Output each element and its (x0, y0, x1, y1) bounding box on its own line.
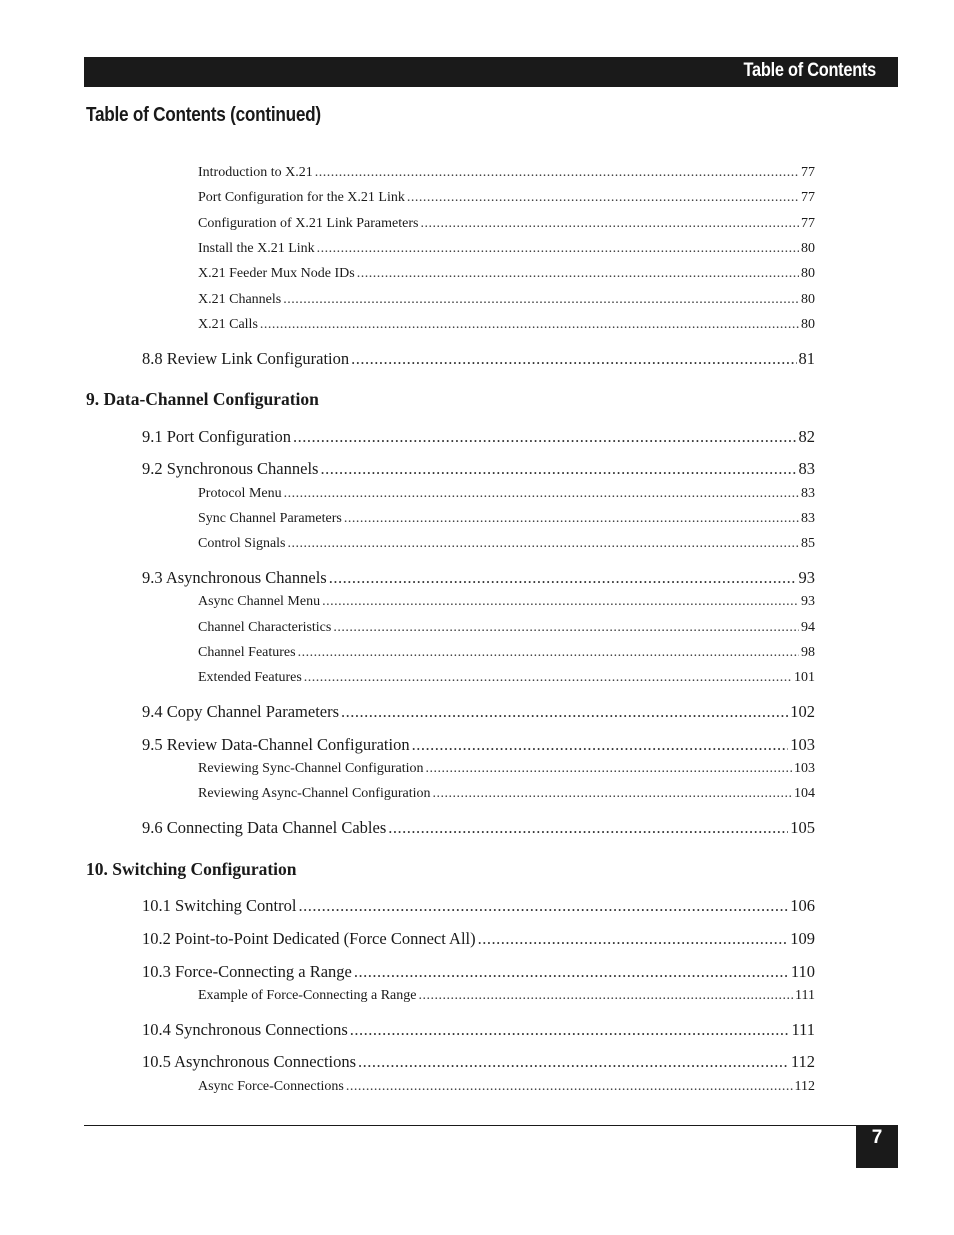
toc-entry-title: Channel Features (198, 645, 296, 660)
dot-leader (329, 568, 797, 588)
dot-leader (304, 670, 792, 686)
dot-leader (288, 536, 799, 552)
toc-entry-title: X.21 Feeder Mux Node IDs (198, 266, 355, 281)
page-title: Table of Contents (continued) (86, 104, 321, 126)
toc-entry[interactable] (198, 761, 815, 777)
toc-entry-title: Example of Force-Connecting a Range (198, 988, 417, 1003)
toc-entry[interactable] (198, 486, 815, 502)
toc-entry-title: 10.4 Synchronous Connections (142, 1020, 348, 1039)
dot-leader (315, 165, 799, 181)
toc-entry[interactable] (142, 427, 815, 447)
toc-entry[interactable] (198, 216, 815, 232)
dot-leader (346, 1079, 793, 1095)
toc-entry[interactable] (198, 786, 815, 802)
toc-entry[interactable] (198, 292, 815, 308)
toc-entry-page: 98 (801, 645, 815, 660)
toc-entry-title: X.21 Channels (198, 292, 282, 307)
header-bar (84, 57, 898, 87)
dot-leader (351, 349, 796, 369)
toc-entry-page: 80 (801, 266, 815, 281)
toc-entry-title: 10.3 Force-Connecting a Range (142, 962, 352, 981)
toc-entry[interactable] (198, 241, 815, 257)
toc-chapter-heading[interactable]: 9. Data-Channel Configuration (86, 389, 319, 409)
toc-entry-title: 9.4 Copy Channel Parameters (142, 702, 340, 721)
toc-entry[interactable] (142, 735, 815, 755)
toc-entry-page: 77 (801, 216, 815, 231)
toc-entry-title: Protocol Menu (198, 486, 282, 501)
dot-leader (260, 317, 799, 333)
toc-entry-page: 80 (801, 292, 815, 307)
toc-entry-page: 94 (801, 620, 815, 635)
toc-entry-page: 81 (798, 349, 815, 368)
toc-entry[interactable] (198, 1079, 815, 1095)
toc-entry-title: Reviewing Sync-Channel Configuration (198, 761, 424, 776)
toc-entry-page: 104 (794, 786, 815, 801)
toc-entry[interactable] (142, 702, 815, 722)
toc-entry-page: 111 (795, 988, 815, 1003)
toc-entry[interactable] (198, 670, 815, 686)
toc-entry-title: Introduction to X.21 (198, 165, 313, 180)
toc-entry[interactable] (198, 645, 815, 661)
toc-entry[interactable] (142, 929, 815, 949)
toc-entry-title: 9.3 Asynchronous Channels (142, 568, 327, 587)
toc-entry[interactable] (142, 1052, 815, 1072)
toc-entry[interactable] (142, 568, 815, 588)
toc-entry-title: Configuration of X.21 Link Parameters (198, 216, 419, 231)
toc-entry-title: 9.5 Review Data-Channel Configuration (142, 735, 410, 754)
dot-leader (354, 962, 789, 982)
toc-entry[interactable] (142, 896, 815, 916)
toc-entry-title: 8.8 Review Link Configuration (142, 349, 350, 368)
dot-leader (420, 216, 799, 232)
toc-entry-title: Async Channel Menu (198, 594, 321, 609)
toc-entry-page: 103 (794, 761, 815, 776)
dot-leader (426, 761, 792, 777)
toc-entry[interactable] (198, 165, 815, 181)
toc-entry-title: Control Signals (198, 536, 286, 551)
toc-entry-title: Port Configuration for the X.21 Link (198, 190, 405, 205)
dot-leader (284, 486, 799, 502)
toc-entry-page: 83 (801, 486, 815, 501)
toc-entry-page: 103 (790, 735, 815, 754)
toc-entry[interactable] (198, 988, 815, 1004)
dot-leader (293, 427, 797, 447)
toc-entry-page: 85 (801, 536, 815, 551)
footer-rule (84, 1125, 898, 1126)
toc-entry-title: Reviewing Async-Channel Configuration (198, 786, 431, 801)
toc-entry[interactable] (142, 818, 815, 838)
dot-leader (433, 786, 792, 802)
dot-leader (407, 190, 799, 206)
toc-entry-title: Install the X.21 Link (198, 241, 315, 256)
toc-entry-title: 10.5 Asynchronous Connections (142, 1052, 357, 1071)
toc-entry-page: 77 (801, 165, 815, 180)
toc-entry-title: 9.2 Synchronous Channels (142, 459, 319, 478)
dot-leader (333, 620, 799, 636)
dot-leader (298, 896, 788, 916)
dot-leader (322, 594, 799, 610)
dot-leader (478, 929, 789, 949)
toc-entry[interactable] (198, 536, 815, 552)
toc-entry-title: 10.1 Switching Control (142, 896, 297, 915)
toc-entry-page: 111 (791, 1020, 815, 1039)
page-number: 7 (856, 1125, 898, 1168)
toc-entry[interactable] (142, 962, 815, 982)
header-title: Table of Contents (743, 60, 876, 81)
toc-entry[interactable] (142, 349, 815, 369)
dot-leader (357, 266, 799, 282)
dot-leader (350, 1020, 790, 1040)
toc-entry-page: 83 (801, 511, 815, 526)
toc-entry-page: 83 (798, 459, 815, 478)
toc-entry[interactable] (198, 620, 815, 636)
toc-entry-page: 112 (790, 1052, 815, 1071)
toc-entry[interactable] (198, 317, 815, 333)
dot-leader (283, 292, 799, 308)
toc-entry[interactable] (198, 266, 815, 282)
dot-leader (298, 645, 799, 661)
dot-leader (320, 459, 796, 479)
toc-entry-title: Extended Features (198, 670, 302, 685)
toc-chapter-heading[interactable]: 10. Switching Configuration (86, 859, 297, 879)
toc-entry[interactable] (142, 459, 815, 479)
toc-entry-page: 109 (790, 929, 815, 948)
toc-entry[interactable] (198, 511, 815, 527)
toc-entry-page: 105 (790, 818, 815, 837)
toc-entry[interactable] (198, 190, 815, 206)
toc-entry-title: Sync Channel Parameters (198, 511, 342, 526)
toc-entry-page: 112 (794, 1079, 815, 1094)
toc-entry-page: 82 (798, 427, 815, 446)
toc-entry-title: Channel Characteristics (198, 620, 332, 635)
toc-entry-title: Async Force-Connections (198, 1079, 344, 1094)
dot-leader (388, 818, 788, 838)
toc-entry-title: 10.2 Point-to-Point Dedicated (Force Connect All) (142, 929, 476, 948)
toc-entry-page: 106 (790, 896, 815, 915)
dot-leader (341, 702, 788, 722)
toc-entry-page: 93 (798, 568, 815, 587)
dot-leader (418, 988, 793, 1004)
dot-leader (344, 511, 799, 527)
toc-entry-title: 9.6 Connecting Data Channel Cables (142, 818, 387, 837)
toc-entry[interactable] (142, 1020, 815, 1040)
toc-entry-title: 9.1 Port Configuration (142, 427, 291, 446)
toc-entry-page: 101 (794, 670, 815, 685)
toc-entry-page: 77 (801, 190, 815, 205)
dot-leader (317, 241, 799, 257)
toc-entry[interactable] (198, 594, 815, 610)
toc-entry-page: 80 (801, 317, 815, 332)
toc-entry-page: 80 (801, 241, 815, 256)
toc-entry-page: 102 (790, 702, 815, 721)
toc-entry-page: 110 (790, 962, 815, 981)
toc-entry-title: X.21 Calls (198, 317, 258, 332)
dot-leader (412, 735, 789, 755)
toc-entry-page: 93 (801, 594, 815, 609)
dot-leader (358, 1052, 789, 1072)
